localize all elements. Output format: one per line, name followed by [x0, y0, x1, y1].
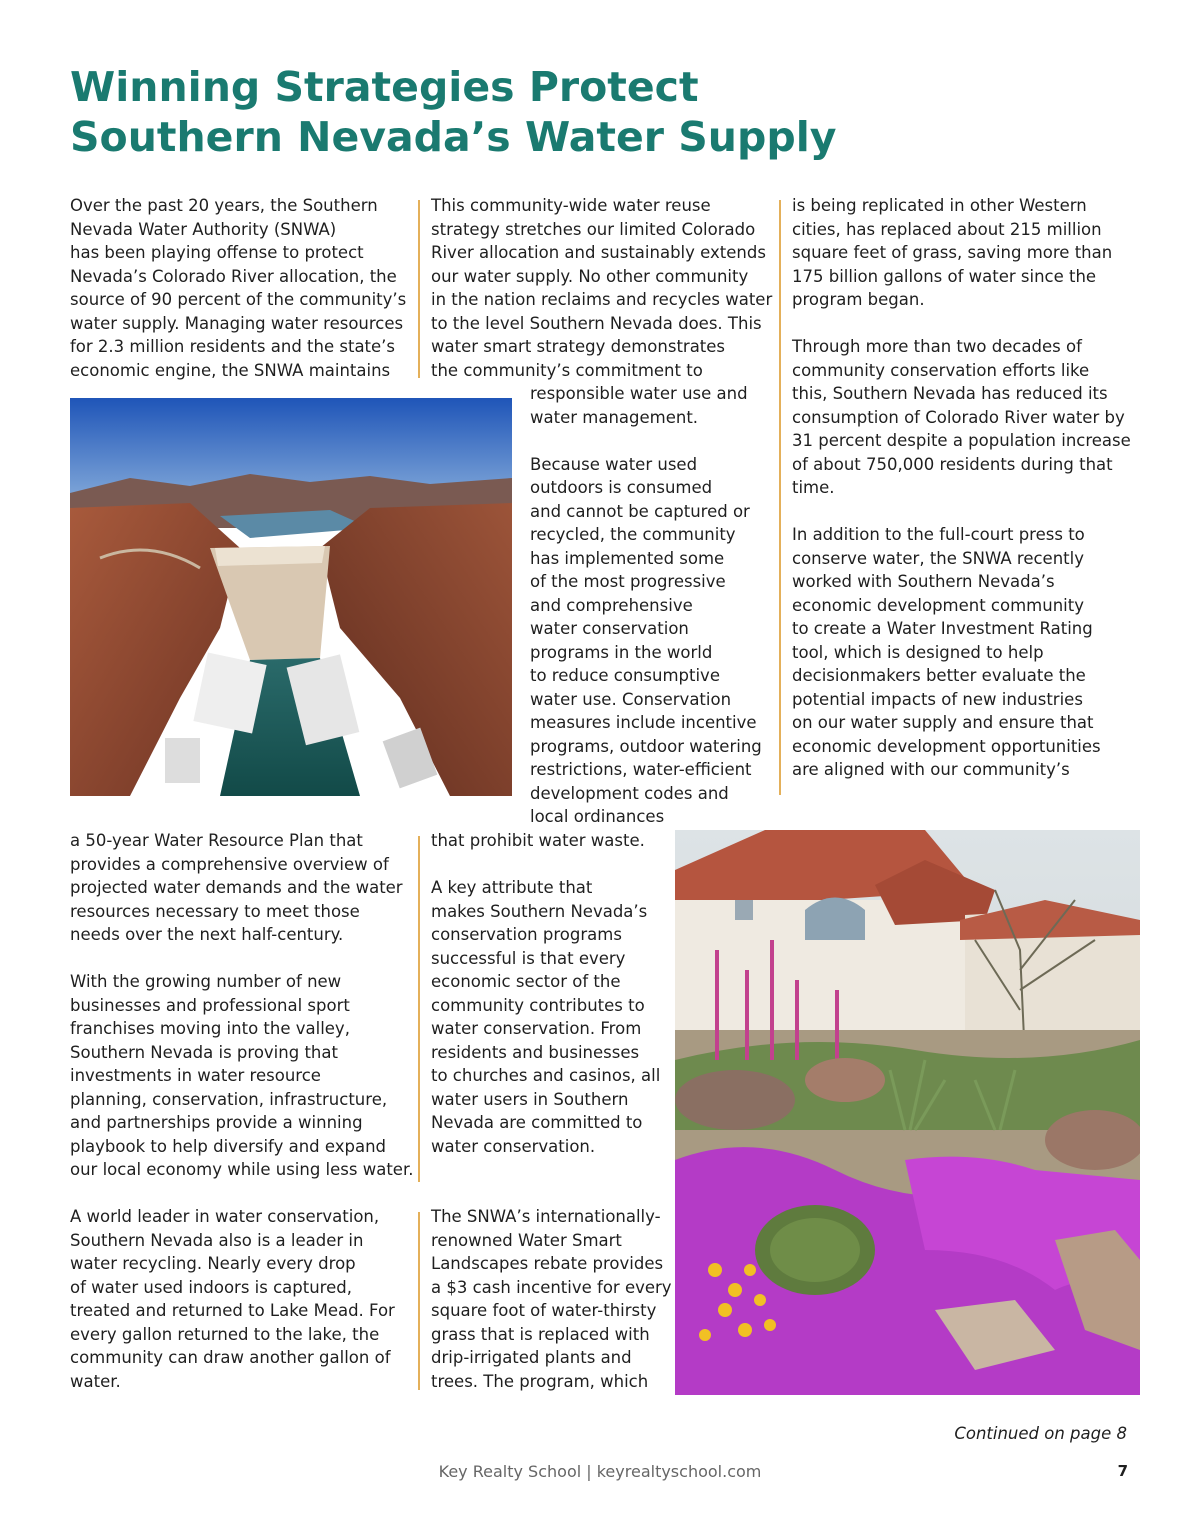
text-line: conservation programs — [431, 925, 622, 944]
text-line: development codes and — [530, 783, 729, 803]
column-1-bottom — [70, 829, 413, 1393]
text-line: this, Southern Nevada has reduced its — [792, 384, 1108, 403]
hoover-dam-photo — [70, 398, 512, 796]
text-line: worked with Southern Nevada’s — [792, 572, 1055, 591]
text-line: 175 billion gallons of water since the — [792, 266, 1097, 286]
desert-landscape-photo — [675, 830, 1140, 1395]
text-line: This community-wide water reuse — [431, 196, 711, 215]
column-divider-1c — [418, 1212, 420, 1390]
text-line: water supply. Managing water resources — [70, 313, 404, 333]
column-divider-2 — [779, 200, 781, 795]
article-title — [70, 62, 870, 162]
column-divider-1a — [418, 200, 420, 378]
text-line: on our water supply and ensure that — [792, 713, 1094, 732]
text-line: community can draw another gallon of — [70, 1348, 391, 1367]
text-line: measures include incentive — [530, 713, 757, 732]
text-line: economic sector of the — [431, 972, 621, 991]
text-line: is being replicated in other Western — [792, 196, 1087, 215]
text-line: outdoors is consumed — [530, 478, 713, 497]
text-line: Over the past 20 years, the Southern — [70, 196, 378, 215]
text-line: With the growing number of new — [70, 972, 342, 991]
text-line: 31 percent despite a population increase — [792, 431, 1131, 450]
text-line: planning, conservation, infrastructure, — [70, 1089, 388, 1109]
column-divider-1b — [418, 836, 420, 1182]
text-line: Southern Nevada also is a leader in — [70, 1230, 364, 1250]
text-line: renowned Water Smart — [431, 1230, 622, 1250]
text-line: Landscapes rebate provides — [431, 1254, 664, 1273]
text-line: decisionmakers better evaluate the — [792, 666, 1086, 685]
text-line: Nevada are committed to — [431, 1113, 643, 1132]
text-line: Southern Nevada is proving that — [70, 1042, 338, 1062]
text-line: The SNWA’s internationally- — [431, 1207, 661, 1226]
text-line: the community’s commitment to — [431, 360, 703, 380]
text-line: that prohibit water waste. — [431, 831, 645, 850]
text-line: restrictions, water-efficient — [530, 760, 752, 779]
paragraph-gap — [431, 1182, 672, 1206]
text-line: are aligned with our community’s — [792, 760, 1070, 779]
text-line: successful is that every — [431, 948, 626, 968]
paragraph-gap — [792, 500, 1131, 524]
text-line: trees. The program, which — [431, 1371, 649, 1391]
text-line: time. — [792, 478, 835, 497]
title-line-1: Winning Strategies Protect — [70, 63, 699, 111]
text-line: conserve water, the SNWA recently — [792, 548, 1084, 568]
text-line: water conservation — [530, 619, 689, 638]
text-line: a $3 cash incentive for every — [431, 1277, 672, 1297]
text-line: to the level Southern Nevada does. This — [431, 313, 762, 333]
text-line: and partnerships provide a winning — [70, 1113, 363, 1132]
text-line: local ordinances — [530, 807, 665, 826]
text-line: water users in Southern — [431, 1089, 629, 1109]
text-line: In addition to the full-court press to — [792, 525, 1085, 544]
text-line: projected water demands and the water — [70, 878, 403, 897]
column-2-bottom — [431, 829, 672, 1393]
text-line: potential impacts of new industries — [792, 689, 1083, 709]
text-line: drip-irrigated plants and — [431, 1348, 632, 1367]
text-line: tool, which is designed to help — [792, 642, 1044, 662]
text-line: in the nation reclaims and recycles water — [431, 290, 773, 309]
text-line: to churches and casinos, all — [431, 1066, 661, 1085]
column-1-top — [70, 194, 406, 382]
text-line: water use. Conservation — [530, 689, 732, 709]
text-line: every gallon returned to the lake, the — [70, 1324, 380, 1344]
text-line: River allocation and sustainably extends — [431, 243, 766, 262]
continued-note: Continued on page 8 — [954, 1424, 1127, 1443]
text-line: strategy stretches our limited Colorado — [431, 219, 756, 239]
column-2-top — [431, 194, 772, 382]
text-line: of water used indoors is captured, — [70, 1277, 352, 1297]
text-line: our local economy while using less water. — [70, 1160, 414, 1179]
text-line: water conservation. From — [431, 1019, 642, 1038]
text-line: consumption of Colorado River water by — [792, 407, 1125, 427]
text-line: A world leader in water conservation, — [70, 1207, 380, 1226]
text-line: program began. — [792, 290, 925, 309]
text-line: resources necessary to meet those — [70, 901, 360, 921]
text-line: for 2.3 million residents and the state’s — [70, 337, 396, 356]
text-line: treated and returned to Lake Mead. For — [70, 1301, 395, 1320]
text-line: square foot of water-thirsty — [431, 1301, 657, 1320]
text-line: water conservation. — [431, 1136, 596, 1156]
text-line: recycled, the community — [530, 525, 736, 544]
text-line: franchises moving into the valley, — [70, 1019, 350, 1038]
paragraph-gap — [431, 853, 672, 877]
text-line: source of 90 percent of the community’s — [70, 290, 407, 309]
text-line: playbook to help diversify and expand — [70, 1136, 387, 1156]
text-line: Through more than two decades of — [792, 337, 1082, 356]
text-line: of about 750,000 residents during that — [792, 454, 1113, 474]
text-line: responsible water use and — [530, 384, 748, 403]
text-line: water management. — [530, 407, 699, 427]
text-line: programs in the world — [530, 642, 713, 662]
text-line: investments in water resource — [70, 1066, 321, 1085]
column-2-wrap — [530, 382, 762, 829]
text-line: and comprehensive — [530, 595, 693, 615]
text-line: needs over the next half-century. — [70, 925, 344, 944]
footer-text: Key Realty School | keyrealtyschool.com — [438, 1462, 762, 1481]
text-line: cities, has replaced about 215 million — [792, 219, 1102, 239]
text-line: programs, outdoor watering — [530, 736, 762, 756]
text-line: to create a Water Investment Rating — [792, 619, 1093, 638]
text-line: Nevada’s Colorado River allocation, the — [70, 266, 397, 286]
paragraph-gap — [70, 1182, 413, 1206]
text-line: and cannot be captured or — [530, 501, 750, 521]
text-line: water. — [70, 1371, 121, 1391]
paragraph-gap — [70, 947, 413, 971]
page-number: 7 — [1117, 1462, 1128, 1480]
text-line: businesses and professional sport — [70, 995, 350, 1015]
text-line: to reduce consumptive — [530, 666, 720, 685]
text-line: water recycling. Nearly every drop — [70, 1254, 356, 1273]
text-line: community conservation efforts like — [792, 360, 1090, 380]
text-line: economic engine, the SNWA maintains — [70, 360, 391, 380]
text-line: Because water used — [530, 454, 698, 474]
text-line: Nevada Water Authority (SNWA) — [70, 219, 337, 239]
text-line: grass that is replaced with — [431, 1324, 650, 1344]
text-line: has been playing offense to protect — [70, 243, 364, 262]
text-line: A key attribute that — [431, 878, 593, 897]
column-3 — [792, 194, 1131, 782]
text-line: makes Southern Nevada’s — [431, 901, 648, 921]
paragraph-gap — [530, 429, 762, 453]
paragraph-gap — [431, 1158, 672, 1182]
title-line-2: Southern Nevada’s Water Supply — [70, 113, 837, 161]
text-line: residents and businesses — [431, 1042, 640, 1062]
text-line: economic development community — [792, 595, 1084, 615]
text-line: a 50-year Water Resource Plan that — [70, 831, 363, 850]
text-line: our water supply. No other community — [431, 266, 749, 286]
text-line: has implemented some — [530, 548, 725, 568]
paragraph-gap — [792, 312, 1131, 336]
text-line: of the most progressive — [530, 572, 726, 591]
text-line: water smart strategy demonstrates — [431, 337, 726, 356]
text-line: economic development opportunities — [792, 736, 1101, 756]
text-line: square feet of grass, saving more than — [792, 243, 1113, 262]
text-line: provides a comprehensive overview of — [70, 854, 389, 874]
text-line: community contributes to — [431, 995, 645, 1015]
